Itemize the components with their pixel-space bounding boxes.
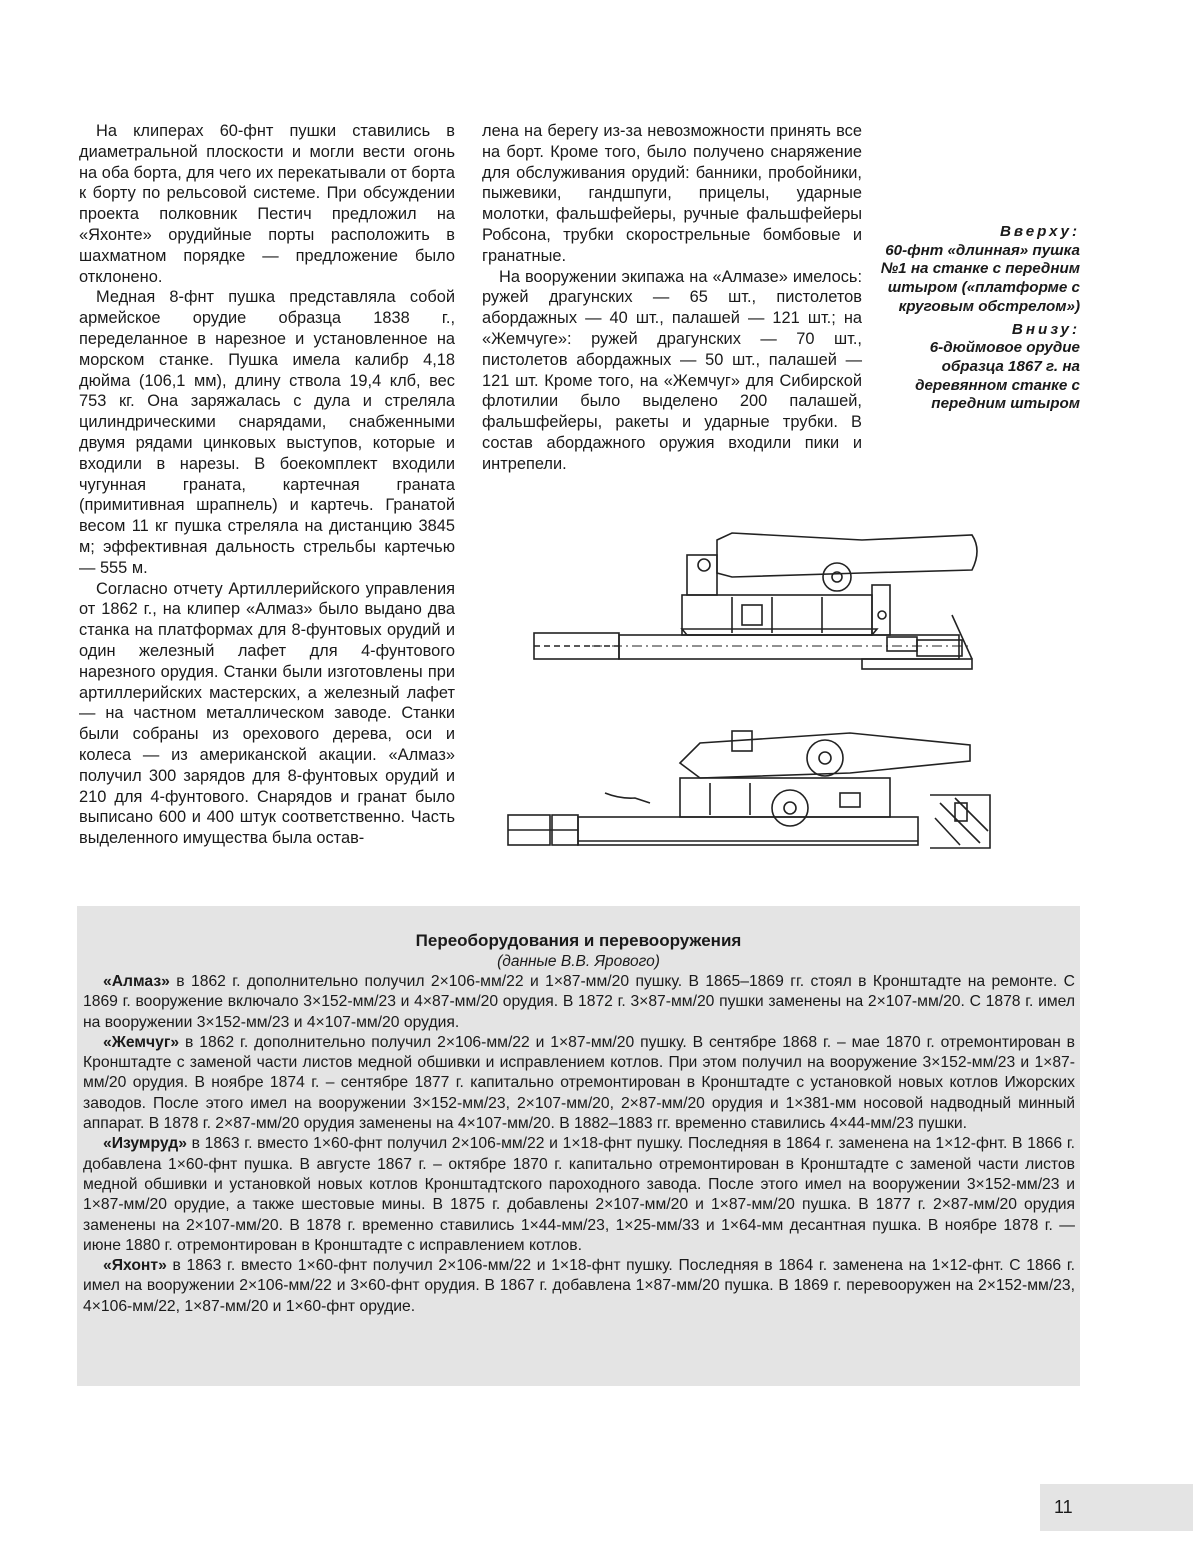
- paragraph: Медная 8-фнт пушка представляла собой армейское орудие образца 1838 г., переделанное в нарезное и установленное на морском станке. Пушка имела калибр 4,18 дюйма (106,1 мм), длину ствола 19,4 клб, вес 753 кг. Она заряжалась с дула и стреляла цилиндрическими снарядами, снабженными двумя рядами цинковых выступов, которые и входили в нарезы. В боекомплект входили чугунная граната, картечная граната (примитивная шрапнель) и картечь. Гранатой весом 11 кг пушка стреляла на дистанцию 3845 м; эффективная дальность стрельбы картечью — 555 м.: [79, 288, 455, 577]
- left-text-column: [79, 121, 455, 849]
- gun-drawing-bottom: [500, 723, 1000, 855]
- panel-body: [83, 972, 1075, 1317]
- entry-text: в 1863 г. вместо 1×60-фнт получил 2×106-мм/22 и 1×18-фнт пушку. Последняя в 1864 г. заменена на 1×12-фнт. В 1866 г. добавлена 1×60-фнт пушка. В августе 1867 г. – октябре 1870 г. капитально отремонтирован в Кронштадте с заменой части листов медной обшивки и установкой новых котлов Кронштадтского пароходного завода. После этого имел на вооружении 3×152-мм/23 и 1×87-мм/20 орудие, а также шестовые мины. В 1875 г. добавлены 2×107-мм/20 и 1×87-мм/20 пушка. В 1877 г. 2×87-мм/20 орудия заменены на 2×107-мм/20. В 1878 г. временно ставились 1×44-мм/23, 1×25-мм/33 и 1×64-мм десантная пушка. В ноябре 1878 г. — июне 1880 г. отремонтирован в Кронштадте с исправлением котлов.: [83, 1135, 1075, 1254]
- panel-entry: [83, 1256, 1075, 1317]
- ship-name: «Яхонт»: [103, 1257, 167, 1275]
- paragraph: На вооружении экипажа на «Алмазе» имелось: ружей драгунских — 65 шт., пистолетов абордажных — 40 шт., палашей — 121 шт.; на «Жемчуге»: ружей драгунских — 70 шт., пистолетов абордажных — 50 шт., палашей — 121 шт. Кроме того, на «Жемчуг» для Сибирской флотилии было выделено 200 палашей, фальшфейеры, ракеты и ударные трубки. В состав абордажного оружия входили пики и интрепели.: [482, 267, 862, 473]
- page-number-box: [1040, 1484, 1193, 1531]
- gun-drawing-top: [532, 525, 987, 685]
- panel-title: Переоборудования и перевооружения: [415, 931, 742, 950]
- middle-text-column: [482, 121, 862, 475]
- paragraph: На клиперах 60-фнт пушки ставились в диаметральной плоскости и могли вести огонь на оба борта, для чего их перекатывали от борта к борту по рельсовой системе. При обсуждении проекта полковник Пестич предложил на «Яхонте» орудийные порты расположить в шахматном порядке — предложение было отклонено.: [79, 122, 455, 286]
- entry-text: в 1862 г. дополнительно получил 2×106-мм/22 и 1×87-мм/20 пушку. В сентябре 1868 г. – мае 1870 г. отремонтирован в Кронштадте с заменой части листов медной обшивки и исправлением котлов. При этом получил на вооружение 3×152-мм/23 и 1×87-мм/20 орудия. В ноябре 1874 г. – сентябре 1877 г. капитально отремонтирован в Кронштадте с установкой новых котлов Ижорских заводов. После этого имел на вооружении 3×152-мм/23, 2×107-мм/20, 2×87-мм/20 орудия и 1×381-мм носовой надводный минный аппарат. В 1878 г. 2×87-мм/20 орудия заменены на 4×107-мм/20. В 1882–1883 гг. временно ставились 4×44-мм/23 пушки.: [83, 1033, 1075, 1133]
- caption-top-text: 60-фнт «длинная» пушка №1 на станке с передним штыром («платформе с круговым обстрелом»): [880, 241, 1080, 315]
- panel-entry: [83, 972, 1075, 1033]
- paragraph: лена на берегу из-за невозможности принять все на борт. Кроме того, было получено снаряжение для обслуживания орудий: банники, пробойники, пыжевики, гандшпуги, прицелы, ударные молотки, фальшфейеры, ручные фальшфейеры Робсона, трубки скорострельные бомбовые и гранатные.: [482, 122, 862, 265]
- ship-name: «Алмаз»: [103, 973, 170, 990]
- entry-text: в 1863 г. вместо 1×60-фнт получил 2×106-мм/22 и 1×18-фнт пушку. Последняя в 1864 г. заменена на 1×12-фнт. С 1866 г. имел на вооружении 2×106-мм/22 и 3×60-фнт орудия. В 1867 г. добавлена 1×87-мм/20 пушка. В 1869 г. перевооружен на 2×152-мм/23, 4×106-мм/22, 1×87-мм/20 и 1×60-фнт орудие.: [83, 1257, 1075, 1315]
- entry-text: в 1862 г. дополнительно получил 2×106-мм/22 и 1×87-мм/20 пушку. В 1865–1869 гг. стоял в Кронштадте на ремонте. С 1869 г. вооружение включало 3×152-мм/23 и 4×87-мм/20 орудия. В 1872 г. 3×87-мм/20 пушки заменены на 2×107-мм/20. С 1878 г. имел на вооружении 3×152-мм/23 и 4×107-мм/20 орудия.: [83, 973, 1075, 1031]
- panel-subtitle: (данные В.В. Ярового): [497, 953, 660, 970]
- panel-entry: [83, 1033, 1075, 1134]
- page-number: 11: [1054, 1497, 1073, 1517]
- caption-top-label: Вверху:: [999, 223, 1080, 240]
- rearmament-panel: [77, 906, 1080, 1386]
- panel-entry: [83, 1134, 1075, 1256]
- ship-name: «Изумруд»: [103, 1135, 187, 1153]
- caption-bottom-text: 6-дюймовое орудие образца 1867 г. на деревянном станке с передним штыром: [915, 339, 1080, 413]
- figure-caption: [880, 223, 1080, 418]
- paragraph: Согласно отчету Артиллерийского управления от 1862 г., на клипер «Алмаз» было выдано два станка на платформах для 8-фунтовых орудий и один железный лафет для 4-фунтового нарезного орудия. Станки были изготовлены при артиллерийских мастерских, а железный лафет — на частном металлическом заводе. Станки были собраны из орехового дерева, оси и колеса — из американской акации. «Алмаз» получил 300 зарядов для 8-фунтовых орудий и 210 для 4-фунтового. Снарядов и гранат было выписано 600 и 400 штук соответственно. Часть выделенного имущества была остав-: [79, 579, 455, 848]
- ship-name: «Жемчуг»: [103, 1033, 180, 1051]
- caption-bottom-label: Внизу:: [1011, 320, 1080, 338]
